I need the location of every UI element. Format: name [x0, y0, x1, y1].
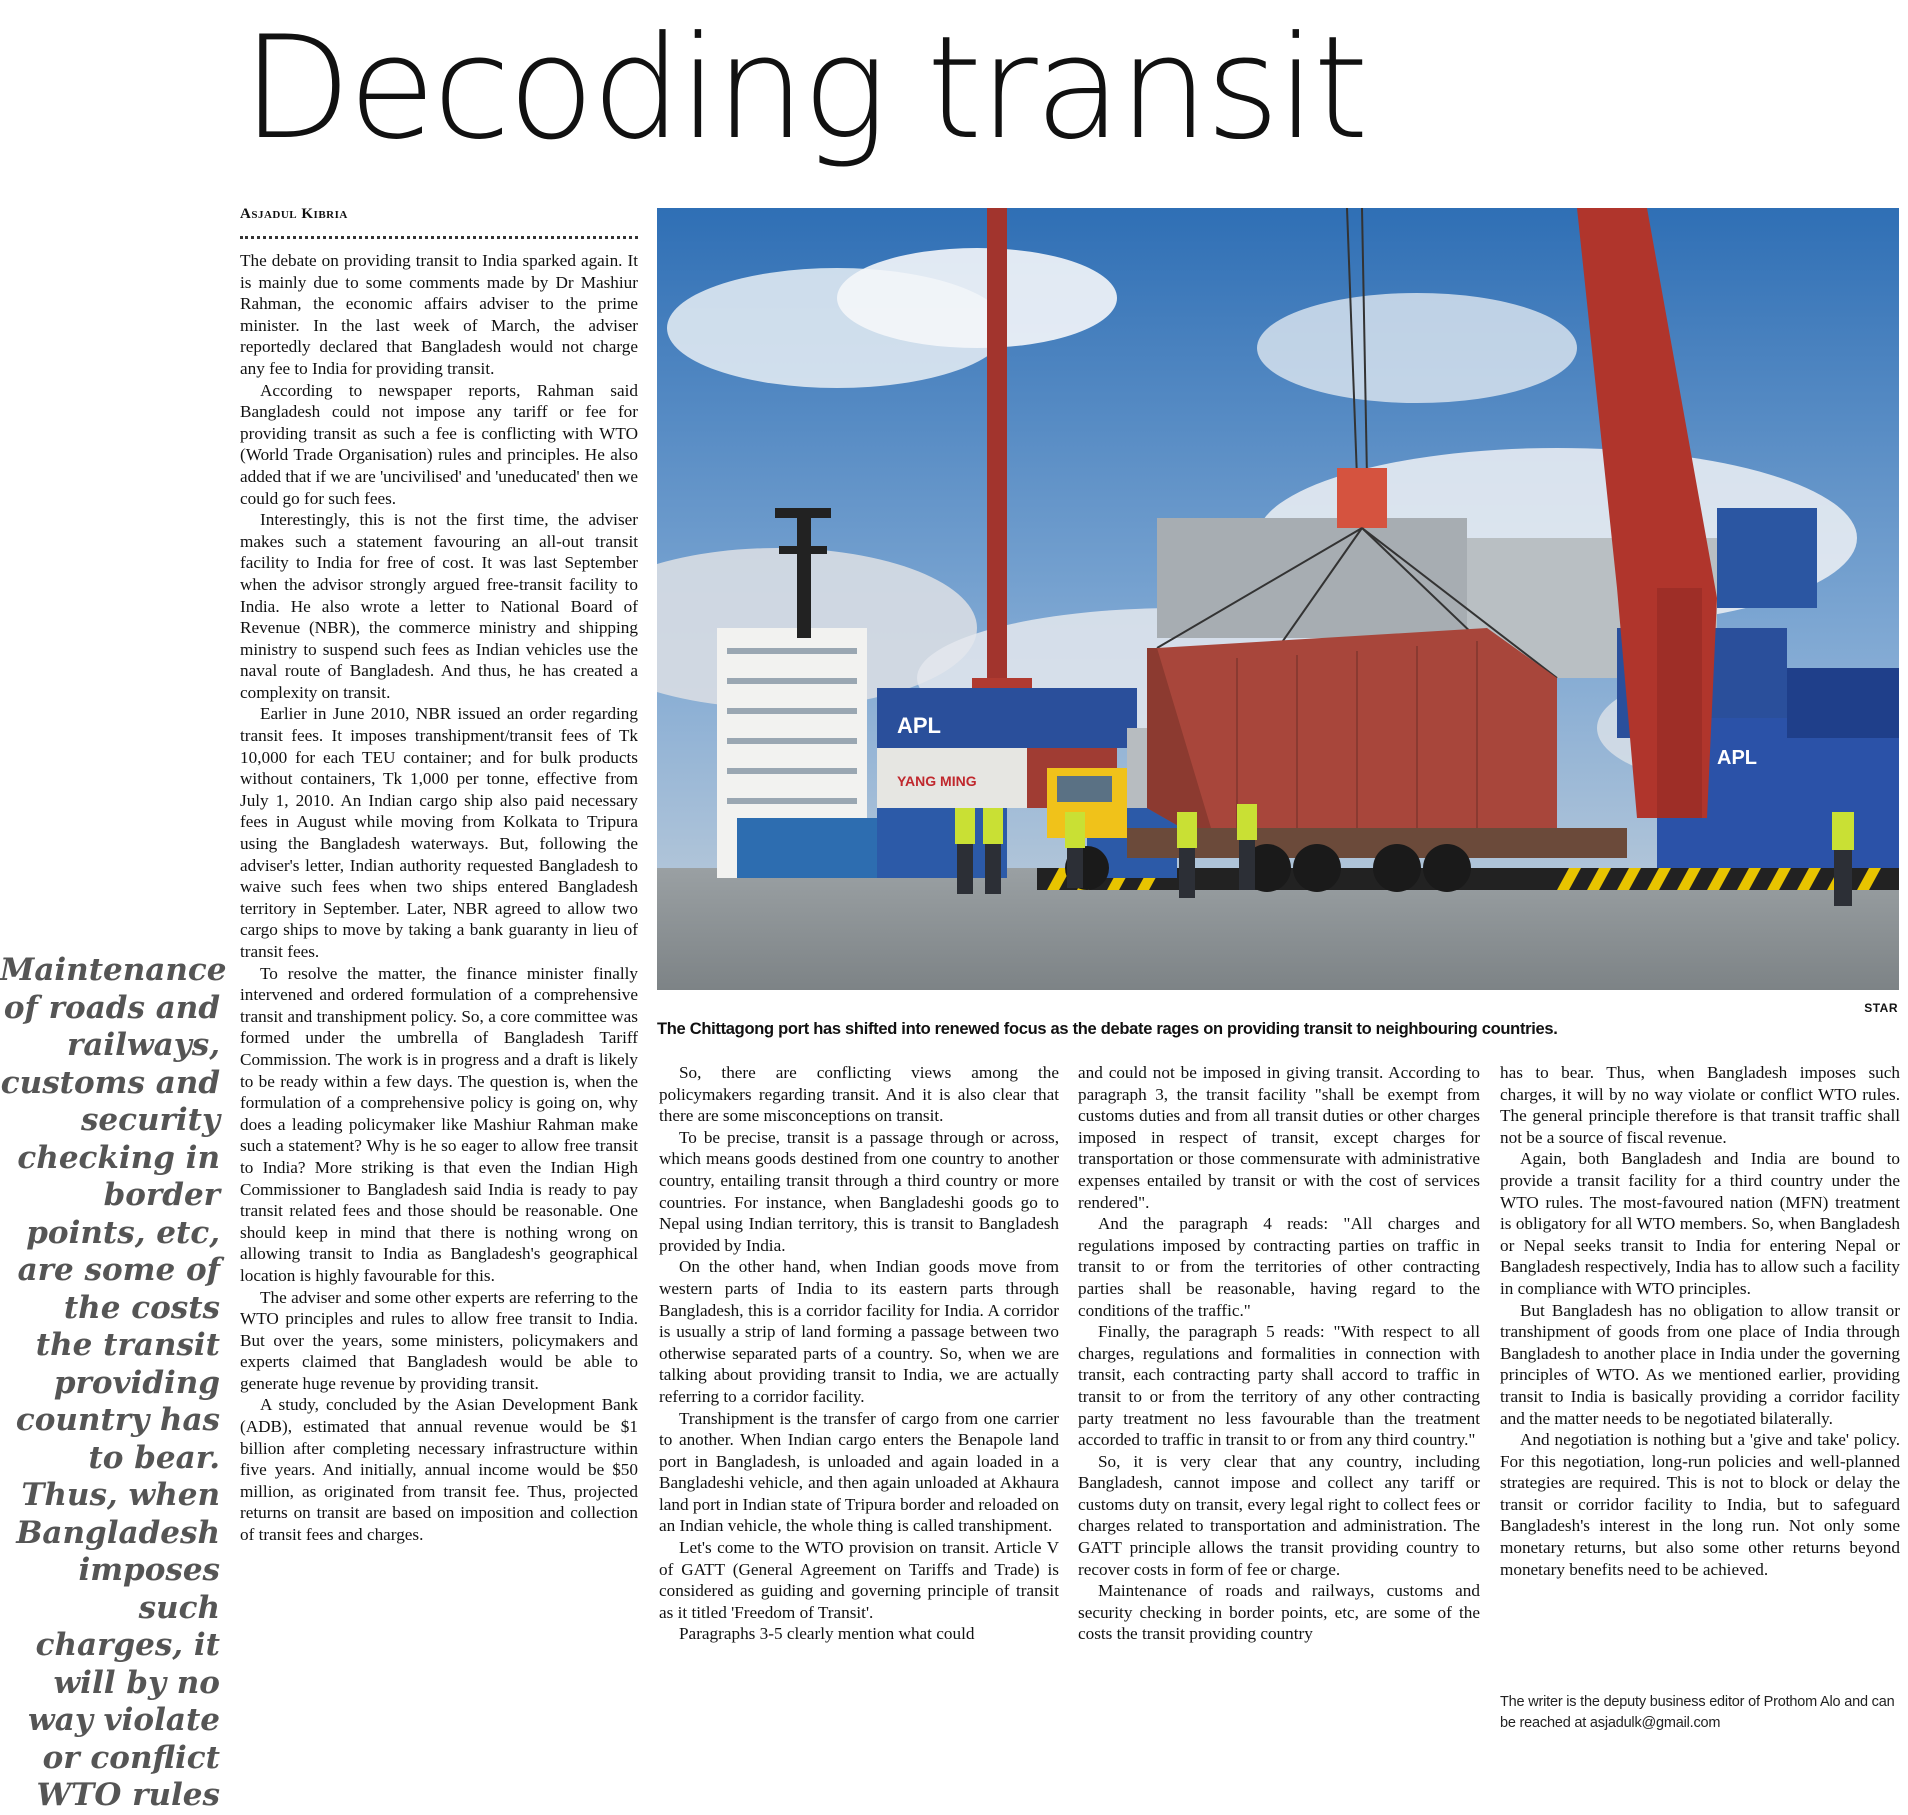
paragraph: To resolve the matter, the finance minister finally intervened and ordered formulation of a comprehensive transit and transhipment policy. So, a core committee was formed under the umbrella of Bangladesh Tariff Commission. The work is in progress and a draft is likely to be ready within a few days. The question is, when the formulation of a comprehensive policy is going on, why does a leading policymaker like Mashiur Rahman make such a statement? Why is he so eager to allow free transit to India? More striking is that even the Indian High Commissioner to Bangladesh said India is ready to pay transit related fees and those should be reasonable. One should keep in mind that there is nothing wrong on allowing transit to India as Bangladesh's geographical location is highly favourable for this.: [240, 963, 638, 1285]
article-column-4: [1500, 1062, 1900, 1580]
paragraph: A study, concluded by the Asian Development Bank (ADB), estimated that annual revenue would be $1 billion after completing necessary infrastructure within five years. And initially, annual income would be $50 million, as originated from transit fee. Thus, projected returns on transit are based on imposition and collection of transit fees and charges.: [240, 1395, 638, 1545]
paragraph: So, it is very clear that any country, including Bangladesh, cannot impose and collect any tariff or customs duty on transit, every legal right to collect fees or charges related to transportation and administration. The GATT principle allows the transit providing country to recover costs in form of fee or charge.: [1078, 1451, 1480, 1579]
paragraph: Transhipment is the transfer of cargo from one carrier to another. When Indian cargo enters the Benapole land port in Bangladesh, is unloaded and again loaded in a Bangladeshi vehicle, and then again unloaded at Akhaura land port in Indian state of Tripura border and reloaded on an Indian vehicle, the whole thing is called transhipment.: [659, 1408, 1059, 1536]
paragraph: To be precise, transit is a passage through or across, which means goods destined from one country to another country, entailing transit through a third country or more countries. For instance, when Bangladeshi goods go to Nepal using Indian territory, this is transit to Bangladesh provided by India.: [659, 1127, 1059, 1255]
paragraph: and could not be imposed in giving transit. According to paragraph 3, the transit facility "shall be exempt from customs duties and from all transit duties or other charges imposed in respect of transit, except charges for transportation or those commensurate with administrative expenses entailed by transit or with the cost of services rendered".: [1078, 1063, 1480, 1212]
container-label: APL: [1717, 747, 1757, 769]
paragraph: Earlier in June 2010, NBR issued an order regarding transit fees. It imposes transhipment/transit fees of Tk 10,000 for each TEU container; and for bulk products without containers, Tk 1,000 per tonne, effective from July 1, 2010. An Indian cargo ship also paid necessary fees in August while moving from Kolkata to Tripura using the Bangladesh waterways. But, following the adviser's letter, Indian authority requested Bangladesh to waive such fees when two ships entered Bangladesh territory in September. Later, NBR agreed to allow two cargo ships to move by taking a bank guaranty in lieu of transit fees.: [240, 704, 638, 961]
port-photo: [657, 208, 1899, 990]
paragraph: And the paragraph 4 reads: "All charges and regulations imposed by contracting parties on traffic in transit to or from the territories of other contracting parties shall be reasonable, having regard to the conditions of the traffic.": [1078, 1214, 1480, 1320]
paragraph: Finally, the paragraph 5 reads: "With respect to all charges, regulations and formalities in connection with transit, each contracting party shall accord to traffic in transit to or from the territory of any other contracting party treatment no less favourable than the treatment accorded to traffic in transit to or from any third country.": [1078, 1322, 1480, 1450]
article-column-2: [659, 1062, 1059, 1645]
paragraph: On the other hand, when Indian goods move from western parts of India to its eastern parts through Bangladesh, this is a corridor facility for India. A corridor is usually a strip of land forming a passage between two otherwise separated parts of a country. So, when we are talking about providing transit to India, we are actually referring to a corridor facility.: [659, 1257, 1059, 1406]
paragraph: Interestingly, this is not the first time, the adviser makes such a statement favouring an all-out transit facility to India for free of cost. It was last September when the advisor strongly argued free-transit facility to India. He also wrote a letter to National Board of Revenue (NBR), the commerce ministry and shipping ministry to suspend such fees as Indian vehicles use the naval route of Bangladesh. And thus, he has created a complexity on transit.: [240, 510, 638, 702]
container-label: APL: [897, 713, 941, 738]
paragraph: The debate on providing transit to India sparked again. It is mainly due to some comments made by Dr Mashiur Rahman, the economic affairs adviser to the prime minister. In the last week of March, the adviser reportedly declared that Bangladesh would not charge any fee to India for providing transit.: [240, 251, 638, 378]
paragraph: Again, both Bangladesh and India are bound to provide a transit facility for a third country under the WTO rules. The most-favoured nation (MFN) treatment is obligatory for all WTO members. So, when Bangladesh or Nepal seeks transit to India for entering Nepal or Bangladesh respectively, India has to allow such a facility in compliance with WTO principles.: [1500, 1149, 1900, 1298]
pull-quote: Maintenance of roads and railways, customs and security checking in border points, etc, are some of the costs the transit providing country has to bear. Thus, when Bangladesh imposes such charges, it will by no way violate or conflict WTO rules: [0, 952, 227, 1813]
paragraph: So, there are conflicting views among the policymakers regarding transit. And it is also clear that there are some misconceptions on transit.: [659, 1063, 1059, 1126]
paragraph: According to newspaper reports, Rahman said Bangladesh could not impose any tariff or fee for providing transit as such a fee is conflicting with WTO (World Trade Organisation) rules and principles. He also added that if we are 'uncivilised' and 'uneducated' then we could go for such fees.: [240, 380, 638, 508]
headline: Decoding transit: [242, 6, 1366, 171]
container-label: YANG MING: [897, 773, 977, 789]
paragraph: And negotiation is nothing but a 'give and take' policy. For this negotiation, long-run policies and well-planned strategies are required. This is not to block or delay the transit or corridor facility to India, but to safeguard Bangladesh's interest in the long run. Not only some monetary returns, but also some other returns beyond monetary benefits need to be achieved.: [1500, 1430, 1900, 1579]
author-note: The writer is the deputy business editor of Prothom Alo and can be reached at asjadulk@gmail.com: [1500, 1694, 1895, 1731]
paragraph: Maintenance of roads and railways, customs and security checking in border points, etc, are some of the costs the transit providing country: [1078, 1581, 1480, 1644]
paragraph: Let's come to the WTO provision on transit. Article V of GATT (General Agreement on Tariffs and Trade) is considered as guiding and governing principle of transit as it titled 'Freedom of Transit'.: [659, 1538, 1059, 1622]
photo-credit: STAR: [1864, 1001, 1898, 1015]
paragraph: The adviser and some other experts are referring to the WTO principles and rules to allow free transit to India. But over the years, some ministers, policymakers and experts claimed that Bangladesh would be able to generate huge revenue by providing transit.: [240, 1287, 638, 1393]
byline: Asjadul Kibria: [240, 206, 348, 222]
paragraph: has to bear. Thus, when Bangladesh imposes such charges, it will by no way violate or conflict WTO rules. The general principle therefore is that transit traffic shall not be a source of fiscal revenue.: [1500, 1063, 1900, 1147]
paragraph: Paragraphs 3-5 clearly mention what could: [679, 1624, 975, 1644]
paragraph: But Bangladesh has no obligation to allow transit or transhipment of goods from one place of India through Bangladesh to another place in India under the governing principles of WTO. As we mentioned earlier, providing transit to India is basically providing a corridor facility and the matter needs to be negotiated bilaterally.: [1500, 1300, 1900, 1428]
photo-caption: The Chittagong port has shifted into renewed focus as the debate rages on providing transit to neighbouring countries.: [657, 1020, 1558, 1038]
article-column-1: [240, 250, 638, 1546]
article-column-3: [1078, 1062, 1480, 1645]
byline-divider: [240, 236, 638, 239]
